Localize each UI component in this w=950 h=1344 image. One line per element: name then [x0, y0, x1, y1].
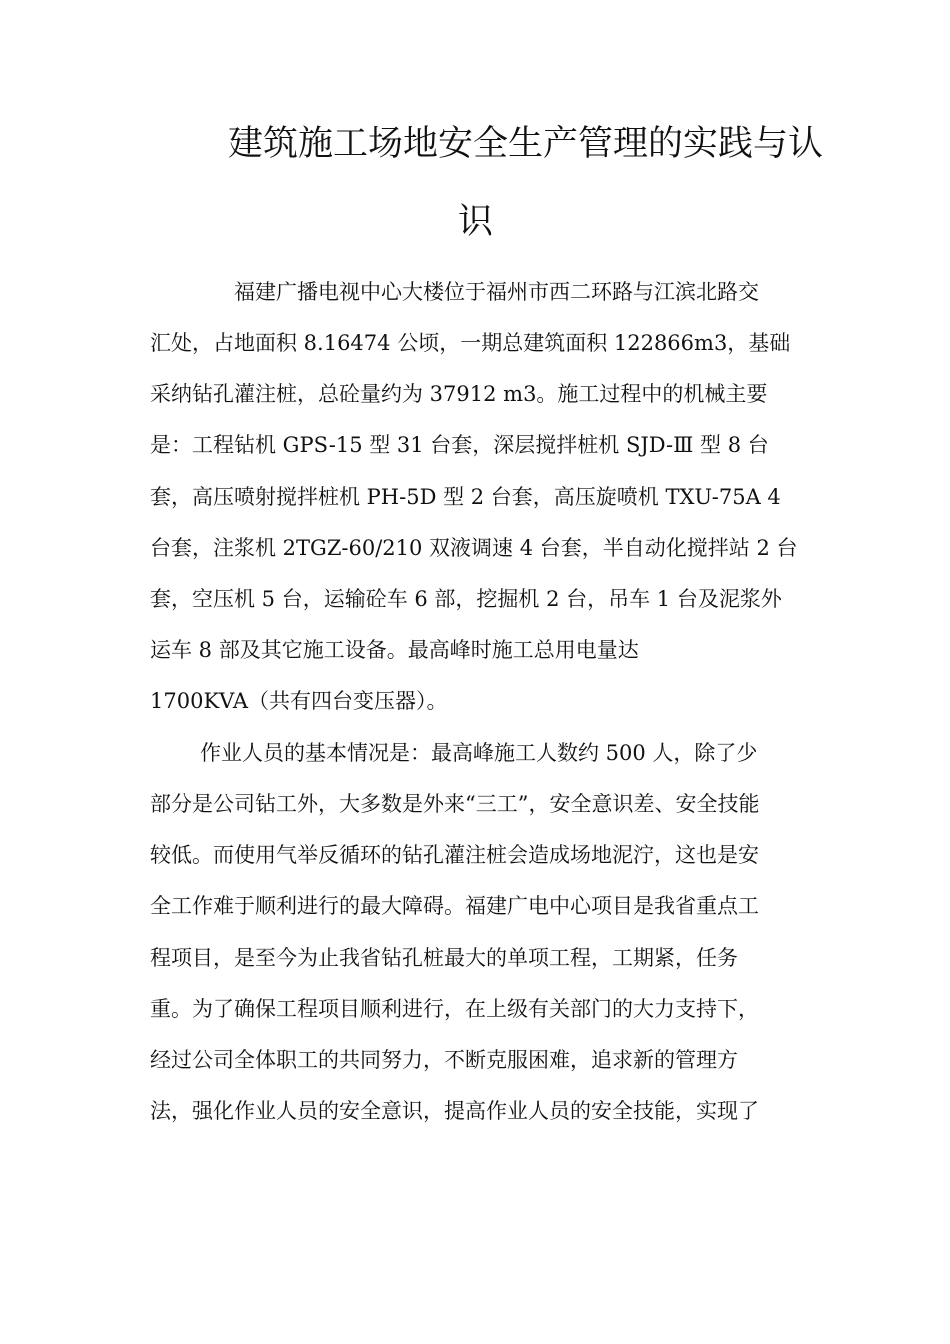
paragraph-2-line: 部分是公司钻工外，大多数是外来“三工”，安全意识差、安全技能 [150, 792, 760, 816]
paragraph-1-line: 运车 8 部及其它施工设备。最高峰时施工总用电量达 [150, 638, 639, 662]
paragraph-2-line: 全工作难于顺利进行的最大障碍。福建广电中心项目是我省重点工 [150, 894, 759, 918]
paragraph-1-line: 是：工程钻机 GPS-15 型 31 台套，深层搅拌桩机 SJD-Ⅲ 型 8 台 [150, 433, 769, 457]
paragraph-2-line: 法，强化作业人员的安全意识，提高作业人员的安全技能，实现了 [150, 1099, 759, 1123]
paragraph-2-line: 重。为了确保工程项目顺利进行，在上级有关部门的大力支持下， [150, 997, 759, 1021]
paragraph-1-line: 采纳钻孔灌注桩，总砼量约为 37912 m3。施工过程中的机械主要 [150, 382, 768, 406]
document-title-line-2: 识 [458, 202, 494, 242]
paragraph-2-line: 程项目，是至今为止我省钻孔桩最大的单项工程，工期紧，任务 [150, 946, 738, 970]
paragraph-1-line: 套，高压喷射搅拌桩机 PH-5D 型 2 台套，高压旋喷机 TXU-75A 4 [150, 485, 781, 509]
paragraph-2-line: 经过公司全体职工的共同努力，不断克服困难，追求新的管理方 [150, 1048, 738, 1072]
paragraph-1-line: 汇处，占地面积 8.16474 公顷，一期总建筑面积 122866m3，基础 [150, 331, 791, 355]
document-title-line-1: 建筑施工场地安全生产管理的实践与认 [228, 124, 824, 164]
paragraph-2-line: 较低。而使用气举反循环的钻孔灌注桩会造成场地泥泞，这也是安 [150, 843, 759, 867]
paragraph-1-line: 台套，注浆机 2TGZ-60/210 双液调速 4 台套，半自动化搅拌站 2 台 [150, 536, 798, 560]
paragraph-1-line: 福建广播电视中心大楼位于福州市西二环路与江滨北路交 [234, 280, 759, 304]
paragraph-1-line: 套，空压机 5 台，运输砼车 6 部，挖掘机 2 台，吊车 1 台及泥浆外 [150, 587, 782, 611]
paragraph-2-line: 作业人员的基本情况是：最高峰施工人数约 500 人，除了少 [200, 741, 758, 765]
paragraph-1-line: 1700KVA（共有四台变压器）。 [150, 689, 448, 713]
